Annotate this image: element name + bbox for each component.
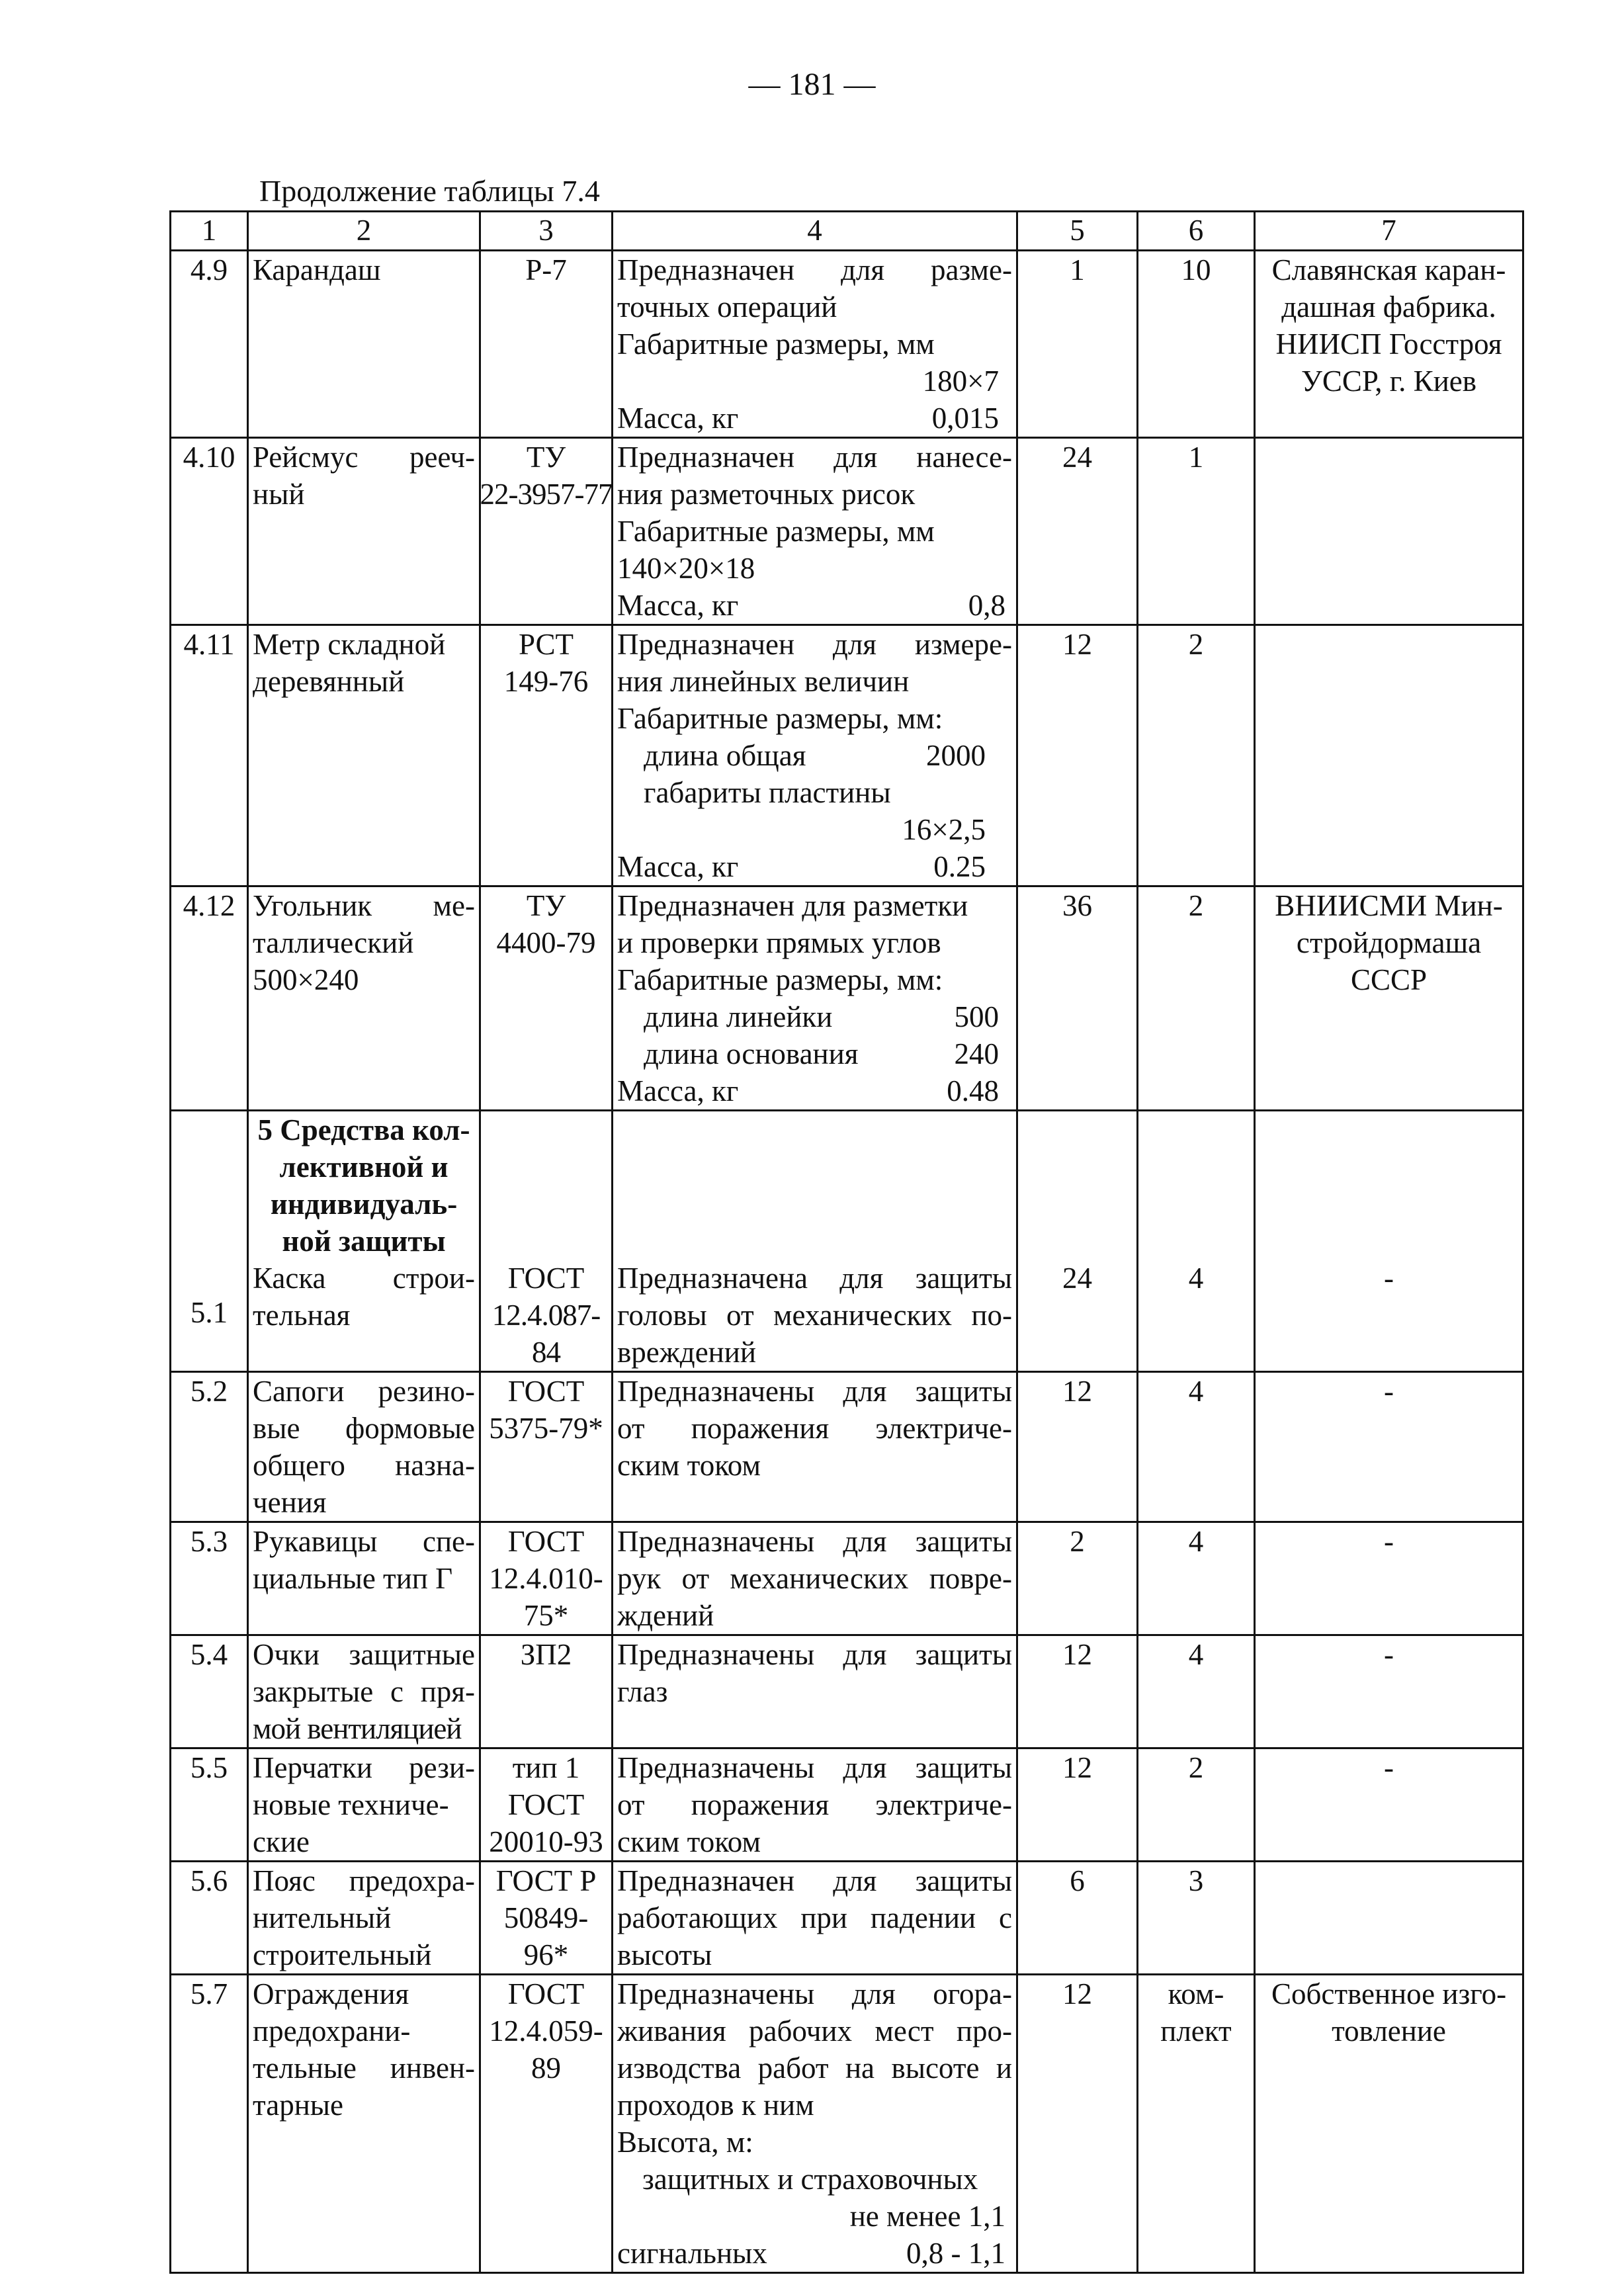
row-number: 4.12 [171,886,248,1111]
table-row [171,1975,1523,2273]
item-name: Сапоги резино- вые формовые общего назна- чения [248,1372,480,1522]
purpose: Предназначены для защиты рук от механических повре- ждений [613,1522,1017,1635]
item-name: Рукавицы спе- циальные тип Г [248,1522,480,1635]
item-name: Метр складной деревянный [248,625,480,886]
standard-code: ЗП2 [480,1635,613,1748]
purpose: Предназначен для измере- ния линейных величин Габаритные размеры, мм: длина общая 2000 габариты пластины 16×2,5 Масса, кг 0.25 [613,625,1017,886]
header-col-4: 4 [613,212,1017,251]
col6-value: 2 [1138,625,1255,886]
col5-value: 24 [1017,438,1138,625]
manufacturer: Славянская каран- дашная фабрика. НИИСП Госстроя УССР, г. Киев [1255,251,1523,438]
col6-value: 2 [1138,886,1255,1111]
header-col-5: 5 [1017,212,1138,251]
row-number: 5.7 [171,1975,248,2273]
col5-value: 6 [1017,1862,1138,1975]
purpose: Предназначены для защиты глаз [613,1635,1017,1748]
purpose: Предназначена для защиты головы от механических по- вреждений [613,1111,1017,1372]
manufacturer [1255,1862,1523,1975]
row-number: 5.6 [171,1862,248,1975]
manufacturer: - [1255,1635,1523,1748]
header-col-1: 1 [171,212,248,251]
manufacturer: - [1255,1748,1523,1862]
equipment-table [169,210,1524,2274]
standard-code: ТУ 4400-79 [480,886,613,1111]
purpose: Предназначены для защиты от поражения электриче- ским током [613,1748,1017,1862]
standard-code: ТУ 22-3957-77 [480,438,613,625]
table-row [171,1372,1523,1522]
standard-code: ГОСТ 12.4.010- 75* [480,1522,613,1635]
table-row [171,438,1523,625]
col5-value: 2 [1017,1522,1138,1635]
header-col-7: 7 [1255,212,1523,251]
col6-value: 10 [1138,251,1255,438]
standard-code: ГОСТ 5375-79* [480,1372,613,1522]
col6-value: 1 [1138,438,1255,625]
purpose: Предназначен для разметки и проверки прямых углов Габаритные размеры, мм: длина линейки 500 длина основания 240 Масса, кг 0.48 [613,886,1017,1111]
item-name: Ограждения предохрани- тельные инвен- тарные [248,1975,480,2273]
row-number: 5.5 [171,1748,248,1862]
col6-value: 4 [1138,1111,1255,1372]
item-name: Перчатки рези- новые техниче- ские [248,1748,480,1862]
col6-value: 3 [1138,1862,1255,1975]
item-name: Очки защитные закрытые с пря- мой вентиляцией [248,1635,480,1748]
standard-code: РСТ 149-76 [480,625,613,886]
row-number: 4.11 [171,625,248,886]
purpose: Предназначены для защиты от поражения электриче- ским током [613,1372,1017,1522]
table-row [171,1635,1523,1748]
row-number: 5.4 [171,1635,248,1748]
standard-code: тип 1 ГОСТ 20010-93 [480,1748,613,1862]
col5-value: 12 [1017,1372,1138,1522]
manufacturer: - [1255,1372,1523,1522]
row-number: 4.9 [171,251,248,438]
col5-value: 12 [1017,1975,1138,2273]
header-col-6: 6 [1138,212,1255,251]
col6-value: 2 [1138,1748,1255,1862]
row-number: 4.10 [171,438,248,625]
row-number: 5.2 [171,1372,248,1522]
manufacturer: - [1255,1111,1523,1372]
table-row [171,251,1523,438]
standard-code: Р-7 [480,251,613,438]
col5-value: 36 [1017,886,1138,1111]
col6-value: ком- плект [1138,1975,1255,2273]
standard-code: ГОСТ Р 50849- 96* [480,1862,613,1975]
page-number: — 181 — [748,67,876,102]
manufacturer [1255,438,1523,625]
col5-value: 12 [1017,625,1138,886]
table-row [171,1111,1523,1372]
manufacturer: - [1255,1522,1523,1635]
col6-value: 4 [1138,1372,1255,1522]
table-row [171,625,1523,886]
table-row [171,1748,1523,1862]
header-col-3: 3 [480,212,613,251]
manufacturer: ВНИИСМИ Мин- стройдормаша СССР [1255,886,1523,1111]
table-row [171,886,1523,1111]
col5-value: 12 [1017,1748,1138,1862]
item-name: Рейсмус рееч- ный [248,438,480,625]
col5-value: 24 [1017,1111,1138,1372]
header-col-2: 2 [248,212,480,251]
purpose: Предназначен для разме- точных операций Габаритные размеры, мм 180×7 Масса, кг 0,015 [613,251,1017,438]
table-row [171,1862,1523,1975]
col6-value: 4 [1138,1635,1255,1748]
table-caption: Продолжение таблицы 7.4 [259,174,600,208]
row-number: 5.1 [171,1111,248,1372]
item-name: 5 Средства кол- лективной и индивидуаль- ной защиты Каска строи- тельная [248,1111,480,1372]
purpose: Предназначен для защиты работающих при падении с высоты [613,1862,1017,1975]
standard-code: ГОСТ 12.4.087-84 [480,1111,613,1372]
item-name: Угольник ме- таллический 500×240 [248,886,480,1111]
purpose: Предназначен для нанесе- ния разметочных рисок Габаритные размеры, мм 140×20×18 Масса, кг 0,8 [613,438,1017,625]
col5-value: 1 [1017,251,1138,438]
col6-value: 4 [1138,1522,1255,1635]
purpose: Предназначены для огора- живания рабочих мест про- изводства работ на высоте и проходов к ним Высота, м: защитных и страховочных не менее 1,1 сигнальных 0,8 - 1,1 [613,1975,1017,2273]
manufacturer: Собственное изго- товление [1255,1975,1523,2273]
manufacturer [1255,625,1523,886]
item-name: Карандаш [248,251,480,438]
section-heading: 5 Средства кол- [257,1113,470,1146]
item-name: Пояс предохра- нительный строительный [248,1862,480,1975]
row-number: 5.3 [171,1522,248,1635]
col5-value: 12 [1017,1635,1138,1748]
table-row [171,1522,1523,1635]
header-row [171,212,1523,251]
standard-code: ГОСТ 12.4.059- 89 [480,1975,613,2273]
